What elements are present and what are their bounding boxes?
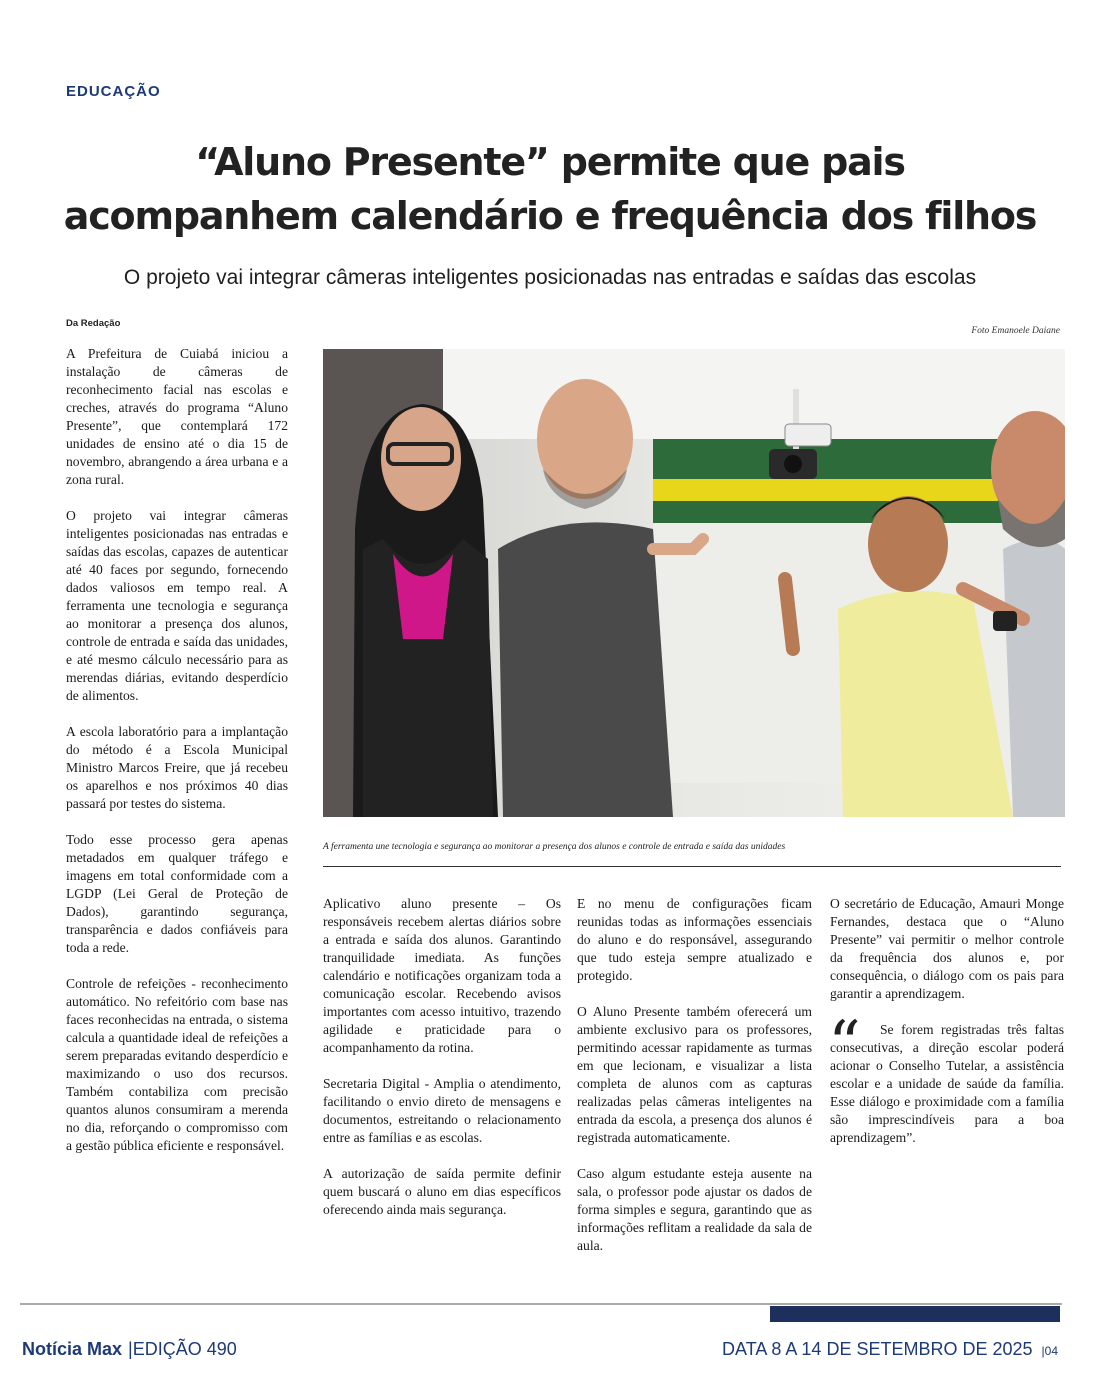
caption-divider	[323, 866, 1061, 867]
paragraph: A Prefeitura de Cuiabá iniciou a instalação de câmeras de reconhecimento facial nas escolas e creches, através do programa “Aluno Presente”, que contemplará 172 unidades de ensino até o dia 15 de novembro, abrangendo a área urbana e a zona rural.	[66, 346, 288, 487]
article-photo	[323, 349, 1065, 817]
paragraph: Controle de refeições - reconhecimento automático. No refeitório com base nas faces reconhecidas na entrada, o sistema calcula a quantidade ideal de refeições a serem preparadas evitando desperdício e maximizando o uso dos recursos. Também contabiliza com precisão quantos alunos consumiram a merenda no dia, reforçando o compromisso com a gestão pública eficiente e responsável.	[66, 976, 288, 1153]
page-number: |04	[1041, 1344, 1058, 1358]
footer-divider	[20, 1303, 1062, 1305]
headline-line-2: acompanhem calendário e frequência dos filhos	[63, 194, 1037, 238]
paragraph: Todo esse processo gera apenas metadados em qualquer tráfego e imagens em total conformidade com a LGDP (Lei Geral de Proteção de Dados), garantindo segurança, transparência e dados confiáveis para toda a rede.	[66, 832, 288, 955]
photo-caption: A ferramenta une tecnologia e segurança ao monitorar a presença dos alunos e controle de entrada e saída das unidades	[323, 842, 786, 852]
paragraph: E no menu de configurações ficam reunidas todas as informações essenciais do aluno e do responsável, assegurando que tudo esteja sempre atualizado e protegido.	[577, 896, 812, 983]
edition-number: |EDIÇÃO 490	[128, 1339, 237, 1359]
photo-credit: Foto Emanoele Daiane	[971, 326, 1060, 336]
issue-date: DATA 8 A 14 DE SETEMBRO DE 2025	[722, 1339, 1033, 1359]
open-quote-icon: “	[828, 1008, 861, 1082]
section-tag: EDUCAÇÃO	[66, 83, 161, 100]
footer-accent-bar	[770, 1306, 1060, 1322]
pull-quote-text: Se forem registradas três faltas consecutivas, a direção escolar poderá acionar o Conselho Tutelar, a assistência escolar e a unidade de saúde da família. Esse diálogo e proximidade com a família são imprescindíveis para a boa aprendizagem”.	[830, 1022, 1064, 1145]
paragraph: O projeto vai integrar câmeras inteligentes posicionadas nas entradas e saídas das escolas, capazes de autenticar até 40 faces por segundo, fornecendo dados valiosos em tempo real. A ferramenta une tecnologia e segurança ao monitorar a presença dos alunos, controle de entrada e saída das unidades, e até mesmo cálculo necessário para as merendas diárias, evitando desperdício de alimentos.	[66, 508, 288, 703]
article-column-1	[66, 345, 288, 1173]
headline-line-1: “Aluno Presente” permite que pais	[195, 140, 905, 184]
footer-masthead	[22, 1339, 237, 1360]
paragraph: A escola laboratório para a implantação do método é a Escola Municipal Ministro Marcos Freire, que já recebeu os aparelhos e nos próximos 40 dias passará por testes do sistema.	[66, 724, 288, 811]
brand-name: Notícia Max	[22, 1339, 123, 1359]
article-column-2	[323, 895, 561, 1237]
paragraph: Caso algum estudante esteja ausente na sala, o professor pode ajustar os dados de forma simples e segura, garantindo que as informações reflitam a realidade da sala de aula.	[577, 1166, 812, 1253]
footer-date	[722, 1339, 1058, 1360]
article-column-3	[577, 895, 812, 1273]
paragraph: O Aluno Presente também oferecerá um ambiente exclusivo para os professores, permitindo acessar rapidamente as turmas em que lecionam, e visualizar a lista completa de alunos com as capturas realizadas pelas câmeras inteligentes na entrada da escola, a presença dos alunos é registrada automaticamente.	[577, 1004, 812, 1145]
article-column-4	[830, 895, 1064, 1165]
byline: Da Redação	[66, 318, 121, 329]
paragraph: Secretaria Digital - Amplia o atendimento, facilitando o envio direto de mensagens e documentos, estreitando o relacionamento entre as famílias e as escolas.	[323, 1076, 561, 1145]
paragraph: Aplicativo aluno presente – Os responsáveis recebem alertas diários sobre a entrada e saída dos alunos. Garantindo tranquilidade imediata. As funções calendário e notificações organizam toda a comunicação escolar. Recebendo avisos importantes com acesso intuitivo, trazendo agilidade e praticidade para o acompanhamento da rotina.	[323, 896, 561, 1055]
subheadline: O projeto vai integrar câmeras inteligentes posicionadas nas entradas e saídas das escolas	[123, 266, 977, 289]
paragraph: O secretário de Educação, Amauri Monge Fernandes, destaca que o “Aluno Presente” vai permitir o melhor controle da frequência dos alunos e, por consequência, o diálogo com os pais para garantir a aprendizagem.	[830, 896, 1064, 1001]
pull-quote	[828, 1008, 1064, 1147]
paragraph: A autorização de saída permite definir quem buscará o aluno em dias específicos oferecendo ainda mais segurança.	[323, 1166, 561, 1217]
headline	[30, 135, 1070, 243]
